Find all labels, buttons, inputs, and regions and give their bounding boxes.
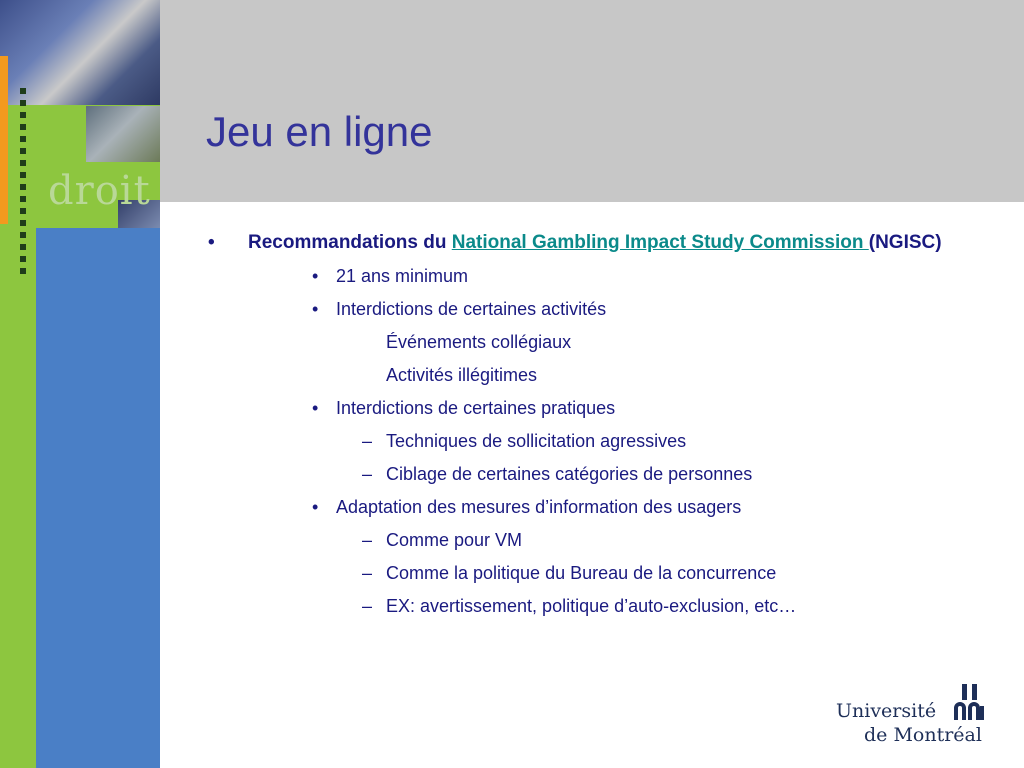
list-item: [362, 563, 948, 596]
bullet-marker: –: [362, 530, 373, 550]
list-item: [362, 464, 948, 497]
list-item: [386, 332, 948, 365]
list-item-text: Ciblage de certaines catégories de personnes: [386, 464, 753, 484]
slide-title: Jeu en ligne: [206, 108, 433, 155]
bullet-marker: –: [362, 596, 373, 616]
udem-emblem-icon: [952, 684, 992, 724]
dotted-line-decoration: [20, 88, 26, 278]
list-item: [312, 266, 948, 299]
bullet-marker: –: [362, 464, 373, 484]
list-item: [312, 497, 948, 530]
bullet-marker: –: [362, 563, 373, 583]
list-item: [312, 299, 948, 332]
list-item-text: Interdictions de certaines activités: [336, 299, 607, 319]
main-bullet-lead: Recommandations du: [248, 232, 452, 253]
bullet-marker: •: [312, 266, 319, 286]
orange-accent-bar: [0, 56, 8, 224]
droit-watermark: droit: [48, 168, 151, 212]
list-item-text: EX: avertissement, politique d’auto-exclusion, etc…: [386, 596, 797, 616]
list-item: [312, 398, 948, 431]
list-item: [362, 431, 948, 464]
title-band: [160, 0, 1024, 202]
list-item-text: Événements collégiaux: [386, 332, 572, 352]
list-item-text: Comme la politique du Bureau de la concurrence: [386, 563, 777, 583]
list-item-text: Activités illégitimes: [386, 365, 538, 385]
bullet-marker: •: [312, 299, 319, 319]
main-bullet-tail: (NGISC): [868, 232, 942, 253]
bullet-marker: •: [312, 398, 319, 418]
list-item-text: Interdictions de certaines pratiques: [336, 398, 616, 418]
main-bullet: [208, 228, 948, 258]
list-item-text: 21 ans minimum: [336, 266, 469, 286]
logo-line-1: Université: [836, 700, 937, 722]
bullet-list: [208, 266, 948, 629]
list-item: [362, 596, 948, 629]
ngisc-link[interactable]: National Gambling Impact Study Commission: [451, 232, 869, 253]
bullet-marker: •: [208, 232, 215, 253]
bullet-marker: •: [312, 497, 319, 517]
logo-line-2: de Montréal: [864, 724, 982, 746]
blue-column: [36, 228, 160, 768]
list-item: [386, 365, 948, 398]
list-item-text: Adaptation des mesures d’information des usagers: [336, 497, 742, 517]
universite-de-montreal-logo: [836, 684, 996, 748]
bullet-marker: –: [362, 431, 373, 451]
list-item-text: Techniques de sollicitation agressives: [386, 431, 687, 451]
list-item: [362, 530, 948, 563]
slide-content: [208, 228, 948, 629]
campus-tower-photo: [86, 106, 160, 162]
list-item-text: Comme pour VM: [386, 530, 523, 550]
